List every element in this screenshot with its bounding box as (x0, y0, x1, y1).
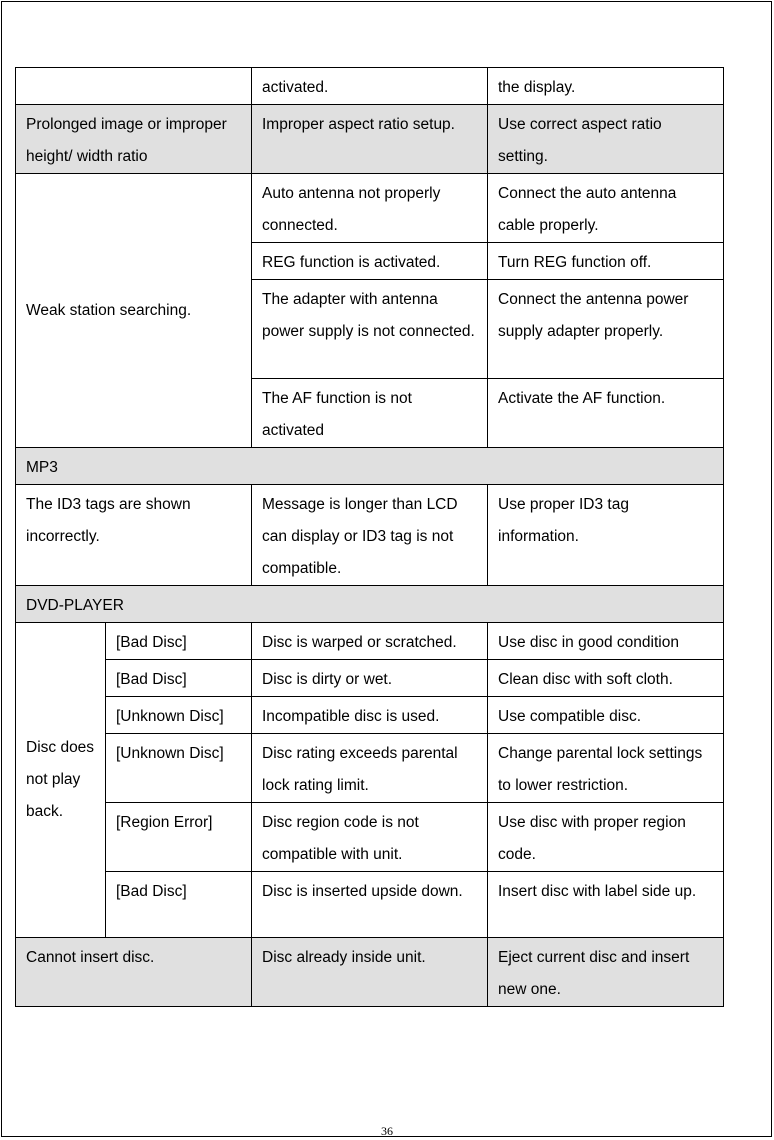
remedy-cell: Connect the auto antenna cable properly. (488, 174, 724, 243)
remedy-cell: Use proper ID3 tag information. (488, 485, 724, 586)
table-row (16, 734, 724, 803)
cause-cell: Disc is inserted upside down. (252, 872, 488, 938)
remedy-cell: the display. (488, 68, 724, 105)
message-cell: [Bad Disc] (106, 872, 252, 938)
message-cell: [Unknown Disc] (106, 697, 252, 734)
symptom-cell (16, 68, 252, 105)
cause-cell: Disc already inside unit. (252, 938, 488, 1007)
remedy-cell: Eject current disc and insert new one. (488, 938, 724, 1007)
section-header-row (16, 448, 724, 485)
remedy-cell: Use correct aspect ratio setting. (488, 105, 724, 174)
remedy-cell: Clean disc with soft cloth. (488, 660, 724, 697)
table-row (16, 485, 724, 586)
cause-cell: activated. (252, 68, 488, 105)
cause-cell: Disc rating exceeds parental lock rating limit. (252, 734, 488, 803)
table-row (16, 105, 724, 174)
table-row (16, 938, 724, 1007)
troubleshooting-table (15, 67, 724, 1007)
remedy-cell: Turn REG function off. (488, 243, 724, 280)
table-row (16, 623, 724, 660)
message-cell: [Unknown Disc] (106, 734, 252, 803)
table-row (16, 697, 724, 734)
symptom-cell: The ID3 tags are shown incorrectly. (16, 485, 252, 586)
cause-cell: Incompatible disc is used. (252, 697, 488, 734)
page-number: 36 (381, 1124, 393, 1138)
cause-cell: Improper aspect ratio setup. (252, 105, 488, 174)
table-row (16, 660, 724, 697)
cause-cell: Auto antenna not properly connected. (252, 174, 488, 243)
cause-cell: The adapter with antenna power supply is not connected. (252, 280, 488, 379)
message-cell: [Region Error] (106, 803, 252, 872)
cause-cell: REG function is activated. (252, 243, 488, 280)
section-header-row (16, 586, 724, 623)
remedy-cell: Change parental lock settings to lower restriction. (488, 734, 724, 803)
table-row (16, 174, 724, 243)
symptom-cell: Prolonged image or improper height/ width ratio (16, 105, 252, 174)
cause-cell: The AF function is not activated (252, 379, 488, 448)
table-row (16, 872, 724, 938)
remedy-cell: Connect the antenna power supply adapter properly. (488, 280, 724, 379)
section-title: DVD-PLAYER (16, 586, 724, 623)
section-title: MP3 (16, 448, 724, 485)
message-cell: [Bad Disc] (106, 660, 252, 697)
cause-cell: Disc is dirty or wet. (252, 660, 488, 697)
remedy-cell: Activate the AF function. (488, 379, 724, 448)
cause-cell: Disc region code is not compatible with unit. (252, 803, 488, 872)
remedy-cell: Use disc with proper region code. (488, 803, 724, 872)
remedy-cell: Use disc in good condition (488, 623, 724, 660)
remedy-cell: Insert disc with label side up. (488, 872, 724, 938)
cause-cell: Disc is warped or scratched. (252, 623, 488, 660)
cause-cell: Message is longer than LCD can display or ID3 tag is not compatible. (252, 485, 488, 586)
symptom-cell: Weak station searching. (16, 174, 252, 448)
symptom-cell: Cannot insert disc. (16, 938, 252, 1007)
remedy-cell: Use compatible disc. (488, 697, 724, 734)
table-row (16, 68, 724, 105)
table-row (16, 803, 724, 872)
symptom-cell: Disc does not play back. (16, 623, 106, 938)
message-cell: [Bad Disc] (106, 623, 252, 660)
